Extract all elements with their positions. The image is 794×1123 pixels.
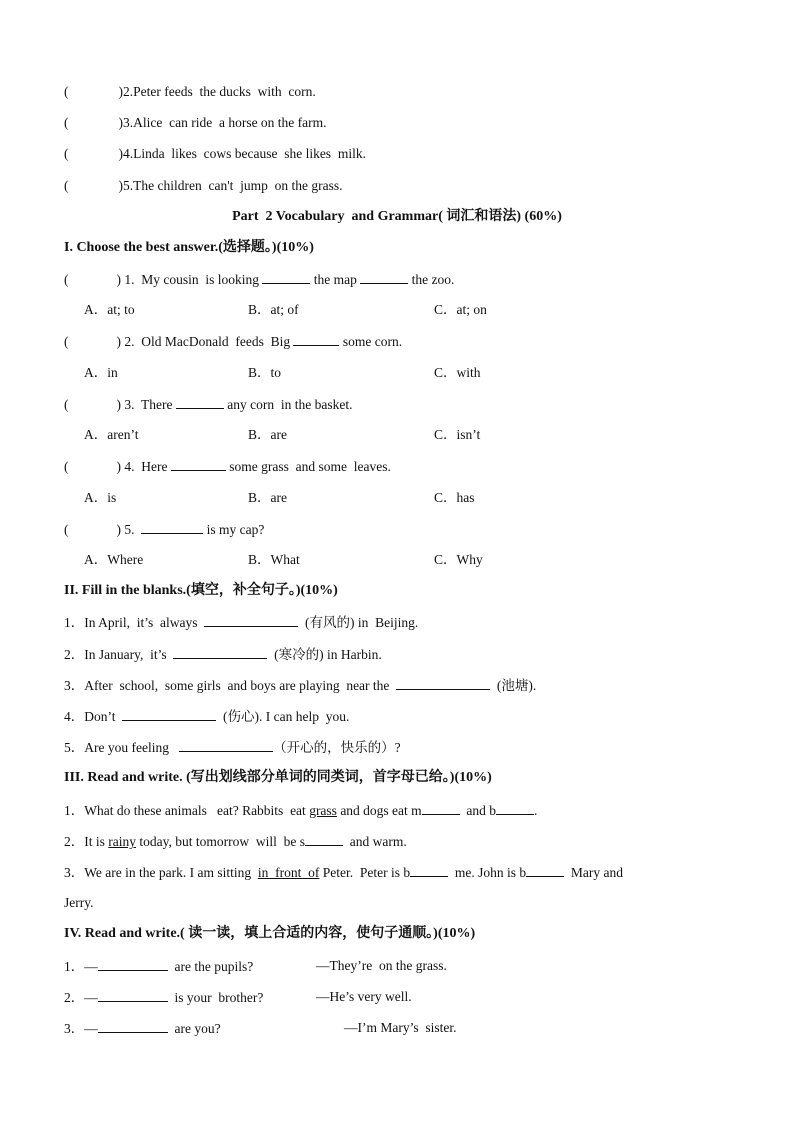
fill-blank[interactable]: [98, 1020, 168, 1033]
answer-blank[interactable]: [360, 271, 408, 284]
fill-blank[interactable]: [122, 708, 216, 721]
answer-blank[interactable]: [141, 521, 203, 534]
option-c: C．at; on: [434, 302, 487, 317]
option-c: C．isn’t: [434, 427, 481, 442]
section-1-heading: I. Choose the best answer.(选择题。)(10%): [64, 240, 314, 255]
answer-blank[interactable]: [262, 271, 310, 284]
part1-item-3: ( )3.Alice can ride a horse on the farm.: [64, 115, 327, 130]
part2-title: Part 2 Vocabulary and Grammar( 词汇和语法) (60%): [232, 209, 562, 224]
fill-blank[interactable]: [496, 802, 534, 815]
fill-blank[interactable]: [98, 989, 168, 1002]
question-5: ( ) 5. is my cap?: [64, 522, 265, 537]
question-2: ( ) 2. Old MacDonald feeds Big some corn.: [64, 334, 403, 349]
fill-blank[interactable]: [410, 864, 448, 877]
rw-item-2: 2．It is rainy today, but tomorrow will be s and warm.: [64, 834, 407, 849]
part1-item-2: ( )2.Peter feeds the ducks with corn.: [64, 84, 316, 99]
dialog-item-3: 3．— are you?: [64, 1021, 221, 1036]
option-c: C．has: [434, 490, 475, 505]
fill-blank[interactable]: [422, 802, 460, 815]
dialog-answer-2: —He’s very well.: [316, 989, 412, 1004]
question-1: ( ) 1. My cousin is looking the map the zoo.: [64, 272, 455, 287]
option-a: A．aren’t: [84, 427, 139, 442]
section-4-heading: IV. Read and write.( 读一读，填上合适的内容，使句子通顺。)(10%): [64, 926, 476, 941]
fill-item-4: 4．Don’t (伤心). I can help you.: [64, 709, 350, 724]
section-2-heading: II. Fill in the blanks.(填空，补全句子。)(10%): [64, 583, 338, 598]
rw-item-3: 3．We are in the park. I am sitting in front of Peter. Peter is b me. John is b Mary and: [64, 865, 623, 880]
part1-item-5: ( )5.The children can't jump on the grass.: [64, 178, 343, 193]
option-a: A．Where: [84, 552, 144, 567]
fill-blank[interactable]: [173, 646, 267, 659]
dialog-answer-1: —They’re on the grass.: [316, 958, 447, 973]
fill-blank[interactable]: [98, 958, 168, 971]
option-b: B．are: [248, 427, 287, 442]
fill-item-3: 3．After school, some girls and boys are playing near the (池塘).: [64, 678, 537, 693]
fill-blank[interactable]: [396, 677, 490, 690]
dialog-answer-3: —I’m Mary’s sister.: [344, 1020, 457, 1035]
fill-blank[interactable]: [526, 864, 564, 877]
option-b: B．What: [248, 552, 300, 567]
fill-blank[interactable]: [305, 833, 343, 846]
answer-blank[interactable]: [293, 333, 339, 346]
option-a: A．at; to: [84, 302, 135, 317]
rw-item-1: 1．What do these animals eat? Rabbits eat grass and dogs eat m and b .: [64, 803, 538, 818]
fill-blank[interactable]: [179, 739, 273, 752]
option-b: B．at; of: [248, 302, 299, 317]
fill-item-2: 2．In January, it’s (寒冷的) in Harbin.: [64, 647, 382, 662]
option-a: A．in: [84, 365, 118, 380]
dialog-item-2: 2．— is your brother?: [64, 990, 264, 1005]
answer-blank[interactable]: [176, 396, 224, 409]
option-c: C．Why: [434, 552, 483, 567]
question-4: ( ) 4. Here some grass and some leaves.: [64, 459, 391, 474]
question-3: ( ) 3. There any corn in the basket.: [64, 397, 353, 412]
fill-item-1: 1．In April, it’s always (有风的) in Beijing.: [64, 615, 419, 630]
option-b: B．to: [248, 365, 282, 380]
fill-item-5: 5．Are you feeling （开心的，快乐的）?: [64, 740, 401, 755]
option-b: B．are: [248, 490, 287, 505]
rw-item-3-cont: Jerry.: [64, 895, 94, 910]
option-a: A．is: [84, 490, 117, 505]
option-c: C．with: [434, 365, 481, 380]
section-3-heading: III. Read and write. (写出划线部分单词的同类词，首字母已给。)(10%): [64, 770, 492, 785]
answer-blank[interactable]: [171, 458, 226, 471]
dialog-item-1: 1．— are the pupils?: [64, 959, 254, 974]
fill-blank[interactable]: [204, 614, 298, 627]
part1-item-4: ( )4.Linda likes cows because she likes milk.: [64, 146, 366, 161]
